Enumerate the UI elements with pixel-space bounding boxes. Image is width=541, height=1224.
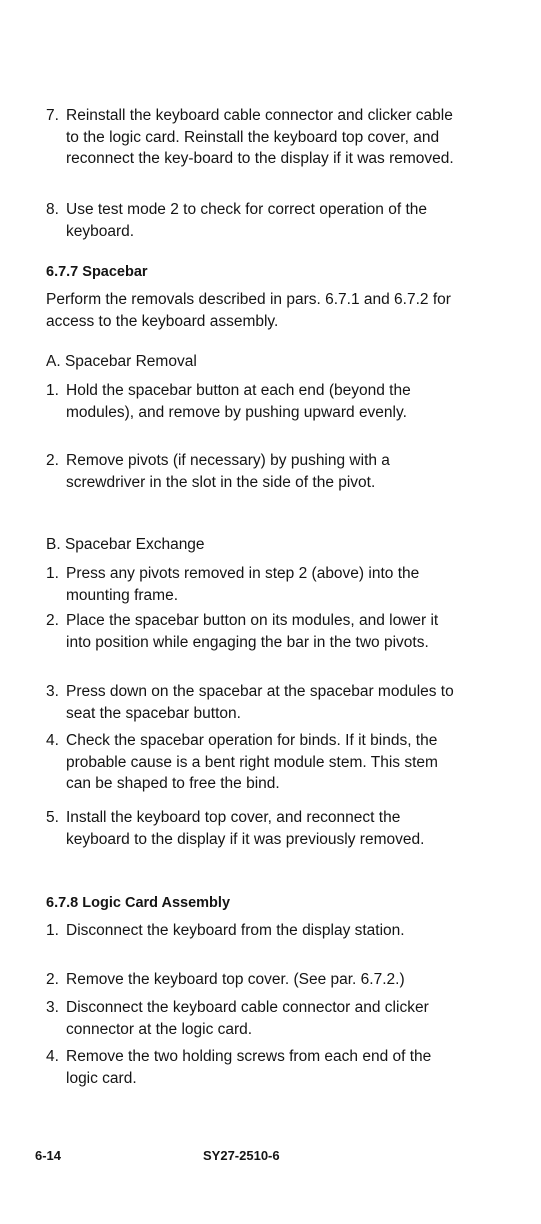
step-text: Place the spacebar button on its modules, and lower it into position while engaging the bar in the two pivots. bbox=[66, 612, 439, 651]
step-text: Press any pivots removed in step 2 (above) into the mounting frame. bbox=[66, 565, 420, 604]
step-number: 3. bbox=[46, 999, 59, 1016]
section-heading-spacebar: 6.7.7 Spacebar bbox=[46, 264, 148, 280]
step-text: Remove pivots (if necessary) by pushing with a screwdriver in the slot in the side of the pivot. bbox=[66, 452, 390, 491]
step-text: Hold the spacebar button at each end (beyond the modules), and remove by pushing upward evenly. bbox=[66, 382, 411, 421]
document-number: SY27-2510-6 bbox=[203, 1148, 280, 1163]
removal-step-1 bbox=[46, 380, 466, 423]
step-text: Disconnect the keyboard cable connector and clicker connector at the logic card. bbox=[66, 999, 429, 1038]
step-text: Remove the keyboard top cover. (See par. 6.7.2.) bbox=[66, 971, 405, 988]
step-8 bbox=[46, 199, 466, 242]
exchange-step-4 bbox=[46, 730, 466, 795]
exchange-step-2 bbox=[46, 610, 466, 653]
logic-step-3 bbox=[46, 997, 466, 1040]
step-number: 7. bbox=[46, 107, 59, 124]
logic-step-4 bbox=[46, 1046, 466, 1089]
exchange-step-3 bbox=[46, 681, 466, 724]
step-text: Install the keyboard top cover, and reconnect the keyboard to the display if it was previously removed. bbox=[66, 809, 425, 848]
step-text: Use test mode 2 to check for correct operation of the keyboard. bbox=[66, 201, 427, 240]
step-text: Disconnect the keyboard from the display station. bbox=[66, 922, 405, 939]
step-number: 8. bbox=[46, 201, 59, 218]
logic-step-2 bbox=[46, 969, 466, 991]
step-number: 2. bbox=[46, 452, 59, 469]
step-number: 4. bbox=[46, 1048, 59, 1065]
section-intro: Perform the removals described in pars. 6.7.1 and 6.7.2 for access to the keyboard assembly. bbox=[46, 291, 451, 330]
exchange-step-5 bbox=[46, 807, 466, 850]
subsection-title-exchange: B. Spacebar Exchange bbox=[46, 536, 205, 553]
step-number: 4. bbox=[46, 732, 59, 749]
step-number: 2. bbox=[46, 612, 59, 629]
step-number: 3. bbox=[46, 683, 59, 700]
step-number: 2. bbox=[46, 971, 59, 988]
step-number: 1. bbox=[46, 922, 59, 939]
section-heading-logic-card: 6.7.8 Logic Card Assembly bbox=[46, 895, 231, 911]
step-number: 5. bbox=[46, 809, 59, 826]
step-text: Press down on the spacebar at the spacebar modules to seat the spacebar button. bbox=[66, 683, 454, 722]
exchange-step-1 bbox=[46, 563, 466, 606]
page-number: 6-14 bbox=[35, 1148, 62, 1163]
step-number: 1. bbox=[46, 382, 59, 399]
step-7 bbox=[46, 105, 466, 170]
subsection-title-removal: A. Spacebar Removal bbox=[46, 353, 197, 370]
step-number: 1. bbox=[46, 565, 59, 582]
step-text: Check the spacebar operation for binds. If it binds, the probable cause is a bent right module stem. This stem can be shaped to free the bind. bbox=[66, 732, 438, 792]
removal-step-2 bbox=[46, 450, 466, 493]
step-text: Reinstall the keyboard cable connector and clicker cable to the logic card. Reinstall the keyboard top cover, and reconnect the key-board to the display if it was removed. bbox=[66, 107, 454, 167]
logic-step-1 bbox=[46, 920, 466, 942]
step-text: Remove the two holding screws from each end of the logic card. bbox=[66, 1048, 432, 1087]
